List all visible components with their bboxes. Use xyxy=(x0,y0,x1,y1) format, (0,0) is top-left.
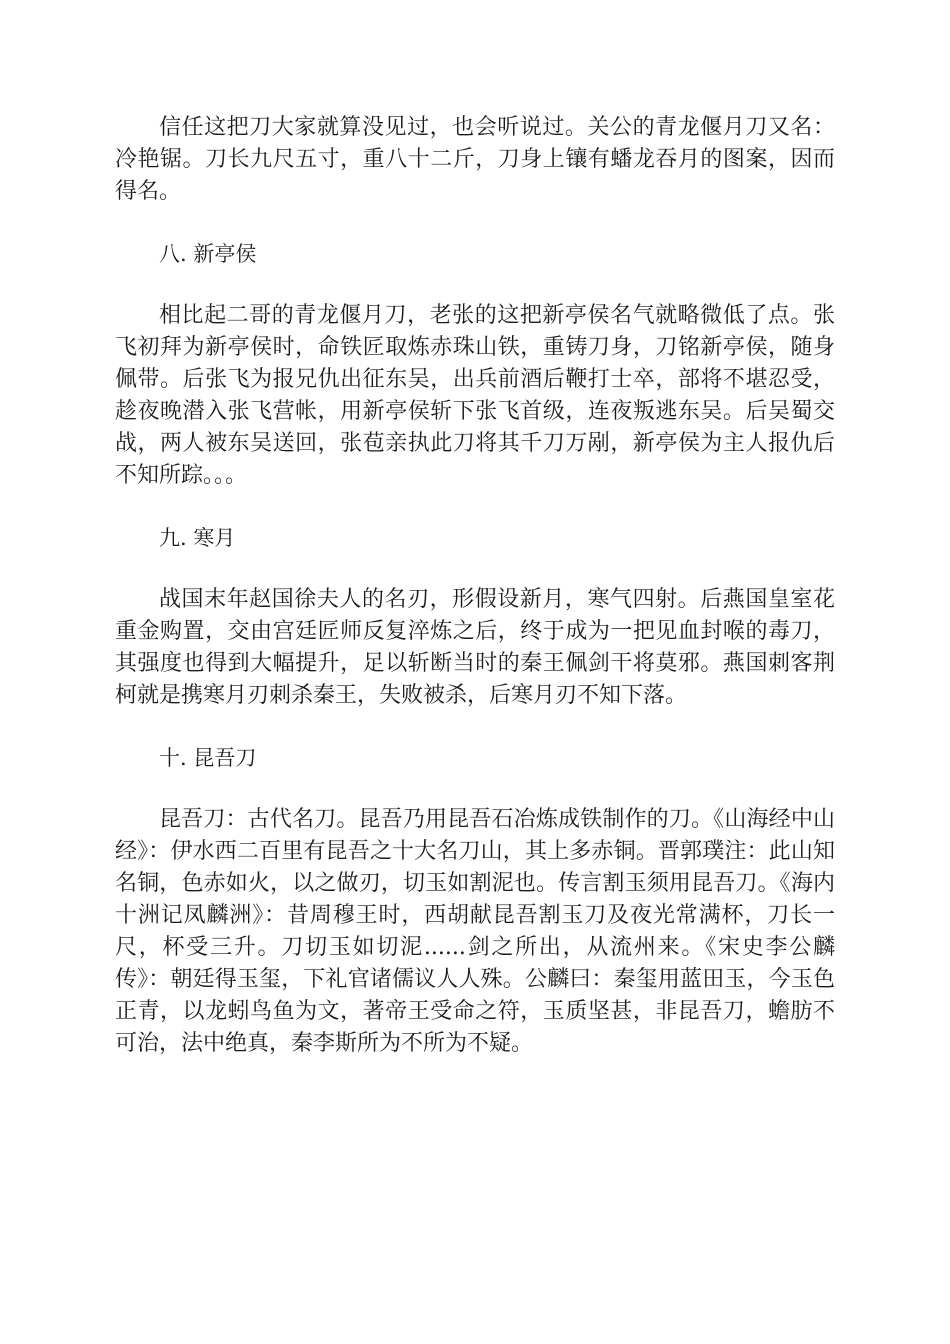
paragraph-kunwu-dao: 昆吾刀：古代名刀。昆吾乃用昆吾石冶炼成铁制作的刀。《山海经中山经》：伊水西二百里有昆吾之十大名刀山，其上多赤铜。晋郭璞注：此山知名铜，色赤如火，以之做刃，切玉如割泥也。传言割玉须用昆吾刀。《海内十洲记凤麟洲》：昔周穆王时，西胡献昆吾割玉刀及夜光常满杯，刀长一尺，杯受三升。刀切玉如切泥......剑之所出，从流州来。《宋史李公麟传》：朝廷得玉玺，下礼官诸儒议人人殊。公麟曰：秦玺用蓝田玉，今玉色正青，以龙蚓鸟鱼为文，著帝王受命之符，玉质坚甚，非昆吾刀，蟾肪不可治，法中绝真，秦李斯所为不所为不疑。 xyxy=(115,807,835,1056)
heading-hanyue: 九. 寒月 xyxy=(159,526,236,550)
paragraph-xintinghou: 相比起二哥的青龙偃月刀，老张的这把新亭侯名气就略微低了点。张飞初拜为新亭侯时，命铁匠取炼赤珠山铁，重铸刀身，刀铭新亭侯，随身佩带。后张飞为报兄仇出征东吴，出兵前酒后鞭打士卒，部将不堪忍受，趁夜晚潜入张飞营帐，用新亭侯斩下张飞首级，连夜叛逃东吴。后吴蜀交战，两人被东吴送回，张苞亲执此刀将其千刀万剐，新亭侯为主人报仇后不知所踪。。。 xyxy=(115,303,835,488)
heading-xintinghou: 八. 新亭侯 xyxy=(159,242,257,266)
paragraph-hanyue: 战国末年赵国徐夫人的名刃，形假设新月，寒气四射。后燕国皇室花重金购置，交由宫廷匠师反复淬炼之后，终于成为一把见血封喉的毒刀，其强度也得到大幅提升，足以斩断当时的秦王佩剑干将莫邪。燕国刺客荆柯就是携寒月刃刺杀秦王，失败被杀，后寒月刃不知下落。 xyxy=(115,587,835,708)
paragraph-guan-gong-blade: 信任这把刀大家就算没见过，也会听说过。关公的青龙偃月刀又名：冷艳锯。刀长九尺五寸，重八十二斤，刀身上镶有蟠龙吞月的图案，因而得名。 xyxy=(115,115,835,204)
document-page xyxy=(115,112,835,1060)
heading-kunwu-dao: 十. 昆吾刀 xyxy=(159,746,257,770)
